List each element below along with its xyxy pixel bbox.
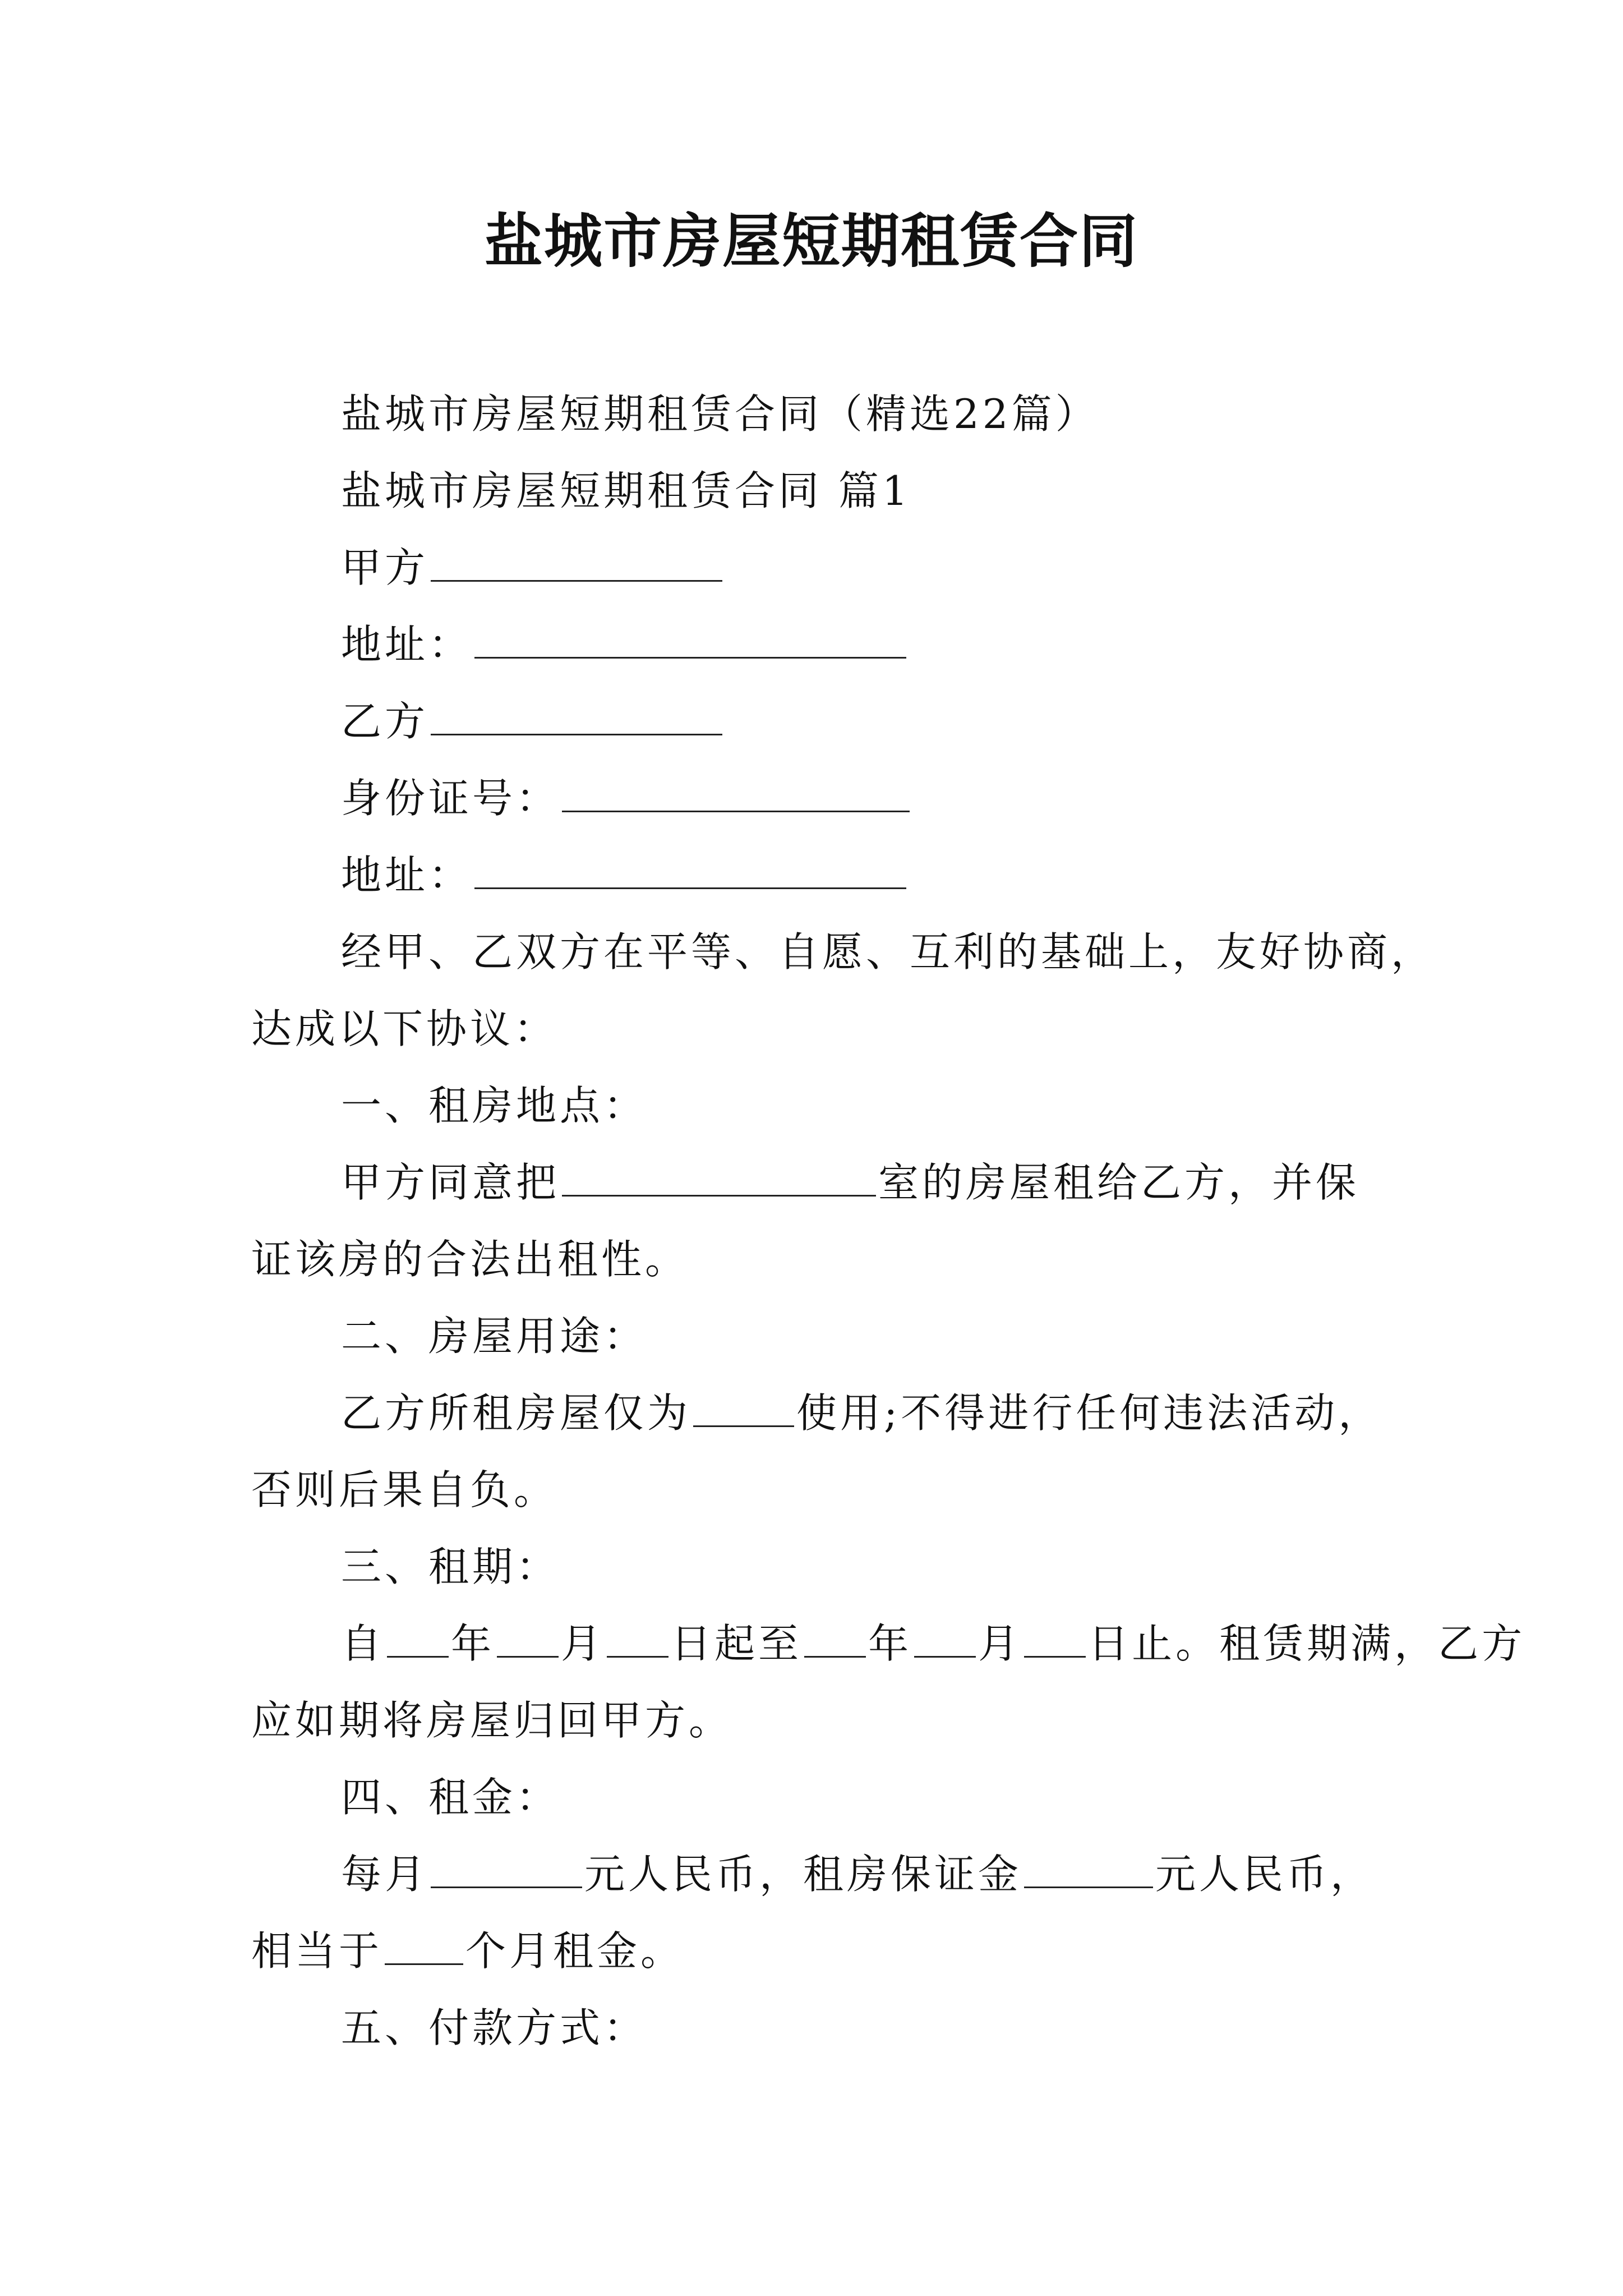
address-line-1 [251, 606, 1401, 683]
intro-line-2: 达成以下协议： [251, 1005, 558, 1052]
party-b-blank [431, 699, 722, 735]
party-a-label: 甲方 [341, 544, 429, 591]
clause-2-heading: 二、房屋用途： [341, 1313, 648, 1360]
id-number-blank [562, 776, 910, 812]
clause-1-text-a: 甲方同意把 [341, 1159, 560, 1206]
clause-3-heading: 三、租期： [341, 1543, 560, 1590]
end-day-blank [1024, 1621, 1086, 1658]
document-body [251, 376, 1526, 2067]
start-month-blank [497, 1621, 559, 1658]
clause-4-heading: 四、租金： [341, 1774, 560, 1821]
clause-4-line-1 [251, 1836, 1401, 1913]
clause-3-token: 年 [868, 1620, 912, 1667]
clause-2-line-2: 否则后果自负。 [251, 1466, 558, 1513]
clause-1-heading: 一、租房地点： [341, 1082, 648, 1129]
usage-blank [693, 1391, 794, 1427]
address-blank-1 [474, 622, 906, 659]
clause-3-token: 月 [978, 1620, 1022, 1667]
clause-2-text-b: 使用;不得进行任何违法活动， [796, 1389, 1382, 1437]
party-a-line [251, 530, 1401, 606]
clause-4-line-2 [251, 1913, 1401, 1990]
clause-4-text-e: 个月租金。 [465, 1927, 685, 1975]
document-title: 盐城市房屋短期租赁合同 [484, 207, 1138, 275]
start-year-blank [387, 1621, 449, 1658]
clause-3-line-1 [251, 1605, 1526, 1682]
clause-3-token: 年 [451, 1620, 495, 1667]
end-year-blank [804, 1621, 866, 1658]
start-day-blank [607, 1621, 668, 1658]
clause-3-token: 月 [561, 1620, 605, 1667]
id-number-line [251, 760, 1401, 837]
id-number-label: 身份证号： [341, 775, 560, 822]
clause-2-line-1 [251, 1375, 1401, 1452]
clause-4-text-c: 元人民币， [1155, 1851, 1375, 1898]
end-month-blank [914, 1621, 976, 1658]
section-heading: 盐城市房屋短期租赁合同 篇1 [341, 467, 911, 514]
address-blank-2 [474, 853, 906, 889]
room-blank [562, 1160, 876, 1197]
clause-4-text-b: 元人民币，租房保证金 [584, 1851, 1022, 1898]
address-label-1: 地址： [341, 621, 473, 668]
clause-5-heading: 五、付款方式： [341, 2004, 648, 2051]
clause-3-line-2: 应如期将房屋归回甲方。 [251, 1697, 733, 1744]
clause-1-text-b: 室的房屋租给乙方，并保 [878, 1159, 1360, 1206]
party-b-label: 乙方 [341, 698, 429, 745]
subtitle: 盐城市房屋短期租赁合同（精选22篇） [341, 390, 1099, 438]
deposit-blank [1024, 1852, 1153, 1888]
party-a-blank [431, 545, 722, 582]
clause-3-token: 日起至 [671, 1620, 803, 1667]
clause-1-line-2: 证该房的合法出租性。 [251, 1236, 689, 1283]
address-line-2 [251, 837, 1401, 914]
address-label-2: 地址： [341, 852, 473, 899]
clause-1-line-1 [251, 1144, 1401, 1221]
intro-line-1: 经甲、乙双方在平等、自愿、互利的基础上，友好协商， [341, 928, 1435, 976]
monthly-rent-blank [431, 1852, 582, 1888]
months-blank [385, 1929, 463, 1965]
clause-2-text-a: 乙方所租房屋仅为 [341, 1389, 691, 1437]
clause-4-text-a: 每月 [341, 1851, 429, 1898]
clause-3-token: 自 [341, 1620, 385, 1667]
party-b-line [251, 683, 1401, 760]
clause-3-token: 日止。租赁期满，乙方 [1088, 1620, 1526, 1667]
clause-4-text-d: 相当于 [251, 1927, 383, 1975]
